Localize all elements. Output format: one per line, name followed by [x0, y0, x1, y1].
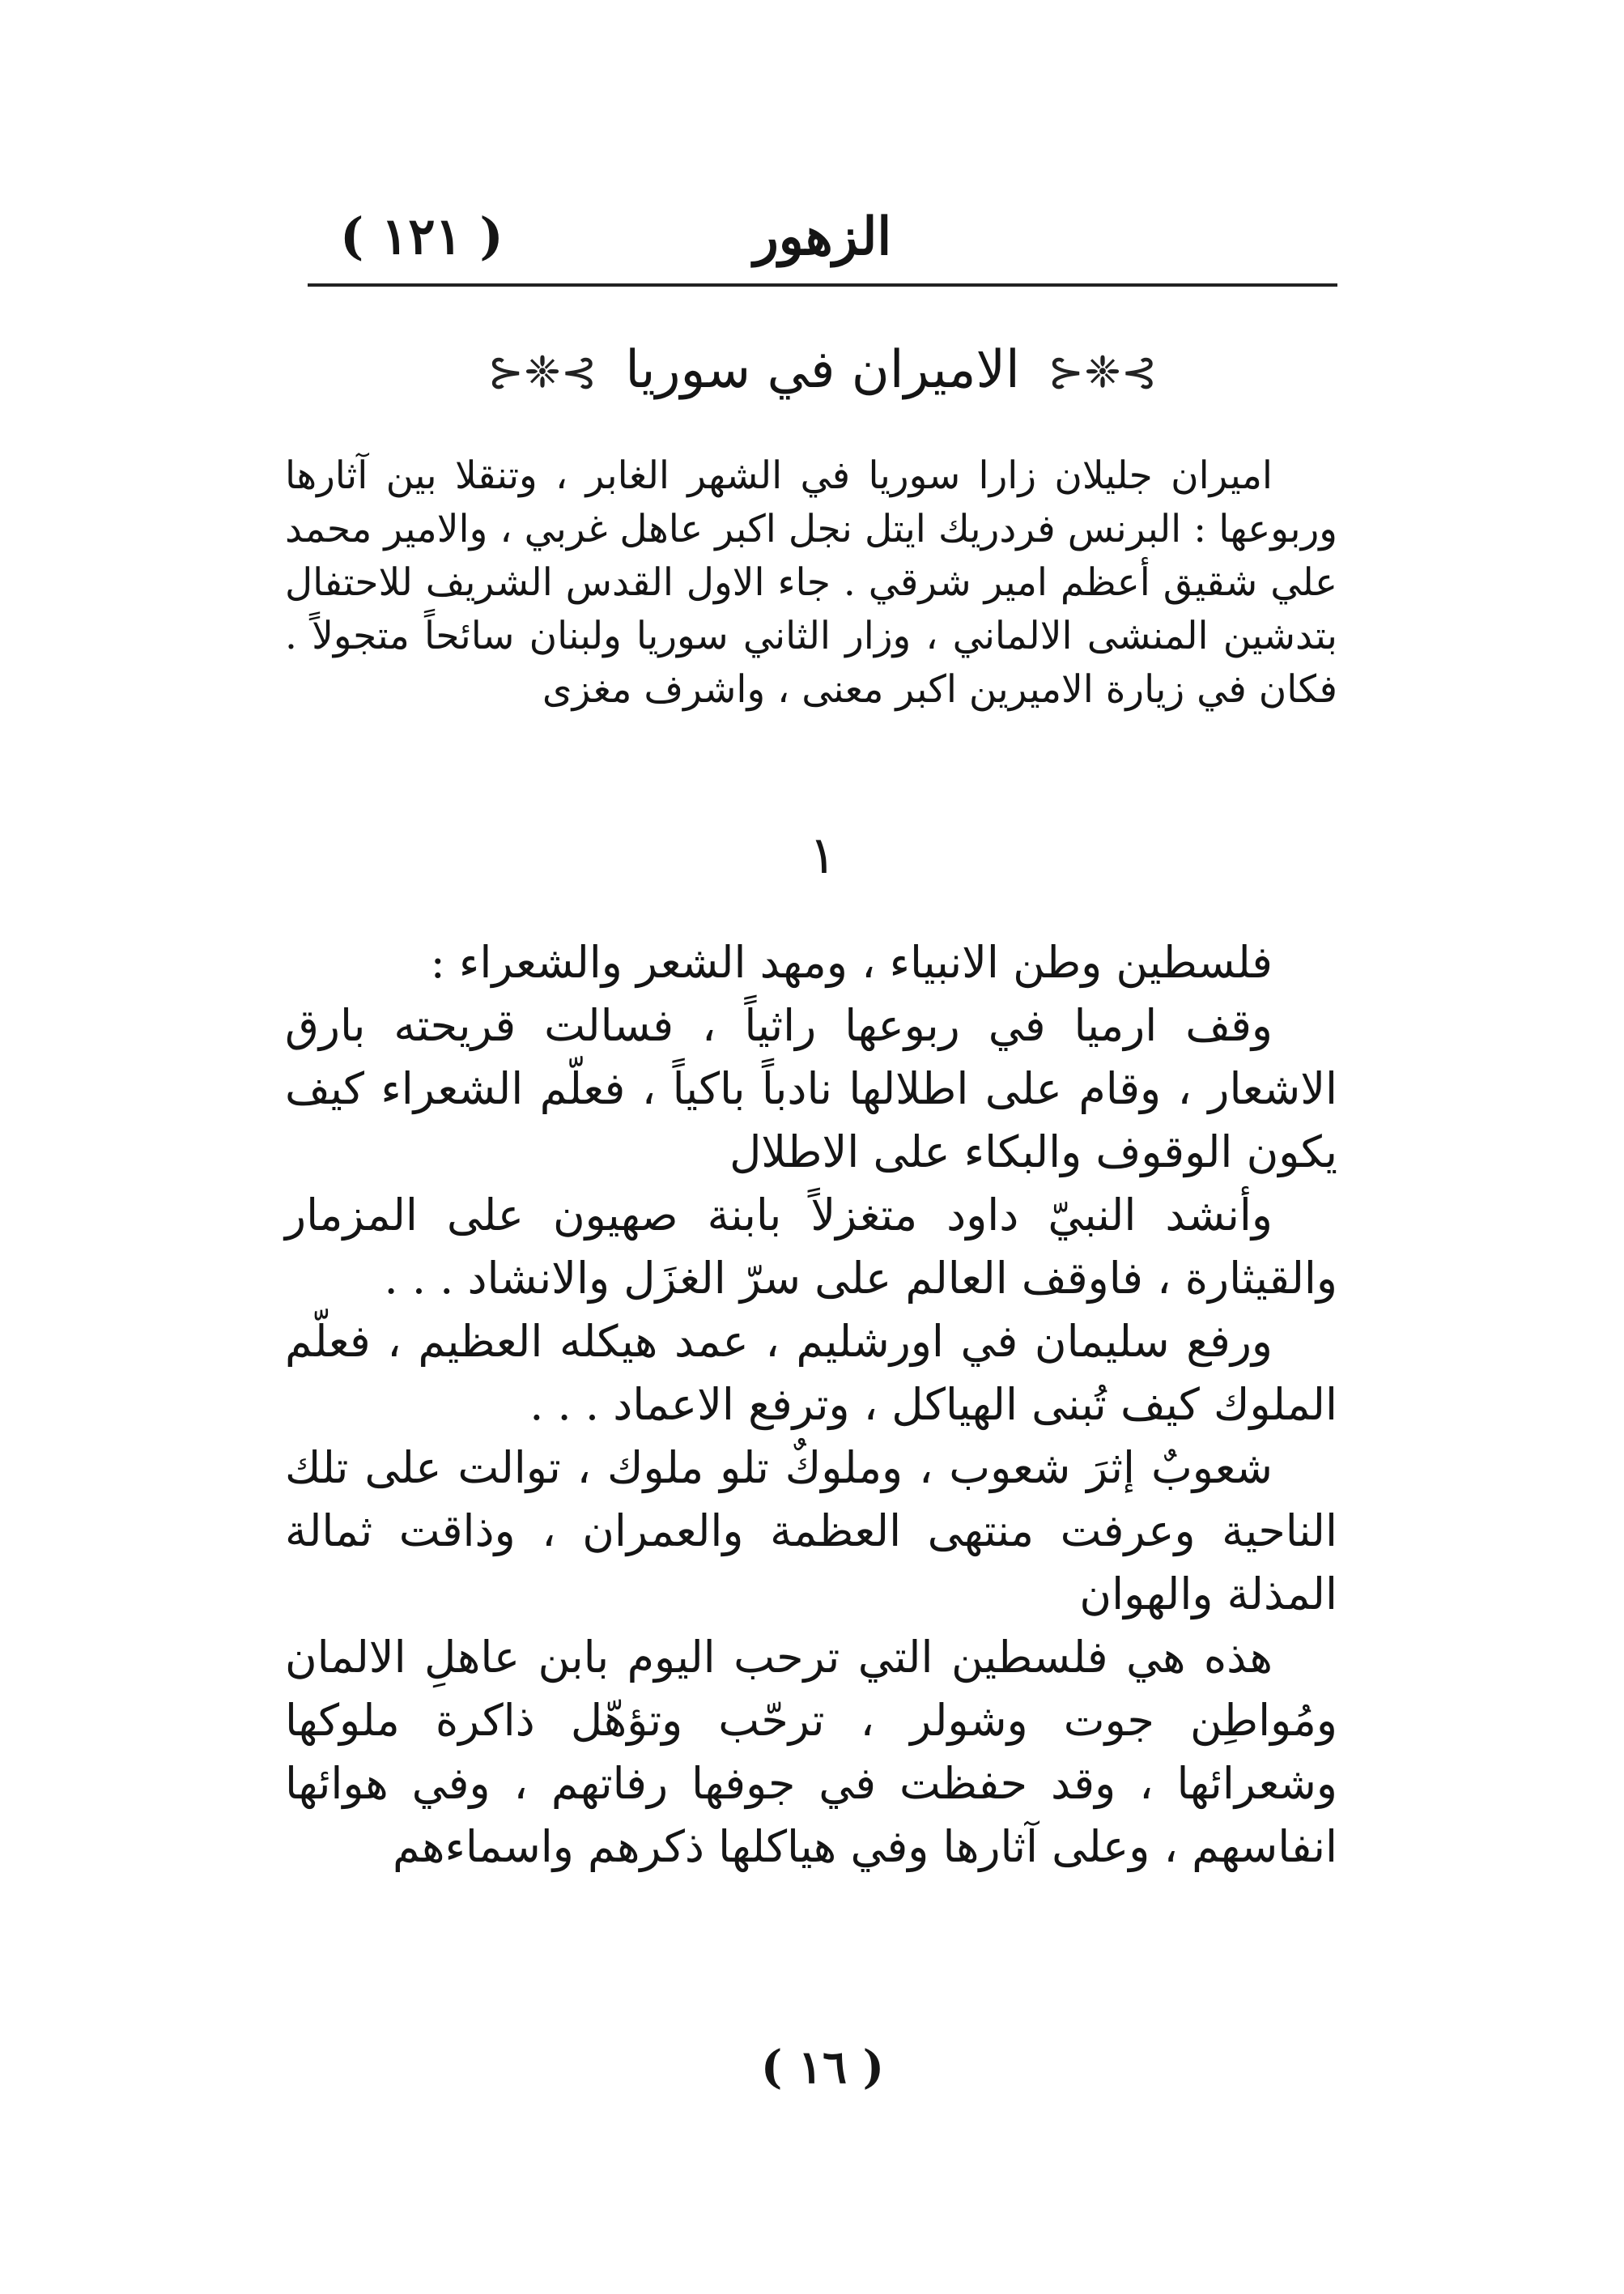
header-rule [308, 283, 1337, 287]
page-header [308, 206, 1337, 271]
ornament-left-icon: ⊱❈⊰ [487, 347, 597, 398]
paragraph: ورفع سليمان في اورشليم ، عمد هيكله العظيم ، فعلّم الملوك كيف تُبنى الهياكل ، وترفع الاعماد . . . [285, 1316, 1337, 1430]
section-number: ١ [808, 826, 837, 886]
paragraph: وقف ارميا في ربوعها راثياً ، فسالت قريحته بارق الاشعار ، وقام على اطلالها نادباً باكياً ، فعلّم الشعراء كيف يكون الوقوف والبكاء على الاطلال [285, 1000, 1337, 1177]
running-title: الزهور [753, 206, 892, 267]
paragraph: وأنشد النبيّ داود متغزلاً بابنة صهيون على المزمار والقيثارة ، فاوقف العالم على سرّ الغزَل والانشاد . . . [285, 1190, 1337, 1304]
section-title-text: الاميران في سوريا [625, 340, 1020, 400]
ornament-right-icon: ⊱❈⊰ [1048, 347, 1158, 398]
main-text [285, 931, 1337, 1879]
paragraph: شعوبٌ إثرَ شعوب ، وملوكٌ تلو ملوك ، توالت على تلك الناحية وعرفت منتهى العظمة والعمران ، وذاقت ثمالة المذلة والهوان [285, 1442, 1337, 1619]
signature-mark: ( ١٦ ) [760, 2041, 885, 2094]
intro-text [285, 449, 1337, 717]
paragraph: فلسطين وطن الانبياء ، ومهد الشعر والشعراء : [430, 937, 1273, 988]
paragraph: هذه هي فلسطين التي ترحب اليوم بابن عاهلِ الالمان ومُواطِن جوت وشولر ، ترحّب وتؤهّل ذاكرة ملوكها وشعرائها ، وقد حفظت في جوفها رفاتهم ، وفي هوائها انفاسهم ، وعلى آثارها وفي هياكلها ذكرهم واسماءهم [285, 1632, 1337, 1872]
page-number: ( ١٢١ ) [340, 206, 504, 266]
section-title [308, 340, 1337, 400]
intro-paragraph: اميران جليلان زارا سوريا في الشهر الغابر ، وتنقلا بين آثارها وربوعها : البرنس فردريك ايتل نجل اكبر عاهل غربي ، والامير محمد علي شقيق أعظم امير شرقي . جاء الاول القدس الشريف للاحتفال بتدشين المنشى الالماني ، وزار الثاني سوريا ولبنان سائحاً متجولاً . فكان في زيارة الاميرين اكبر معنى ، واشرف مغزى [285, 453, 1337, 712]
